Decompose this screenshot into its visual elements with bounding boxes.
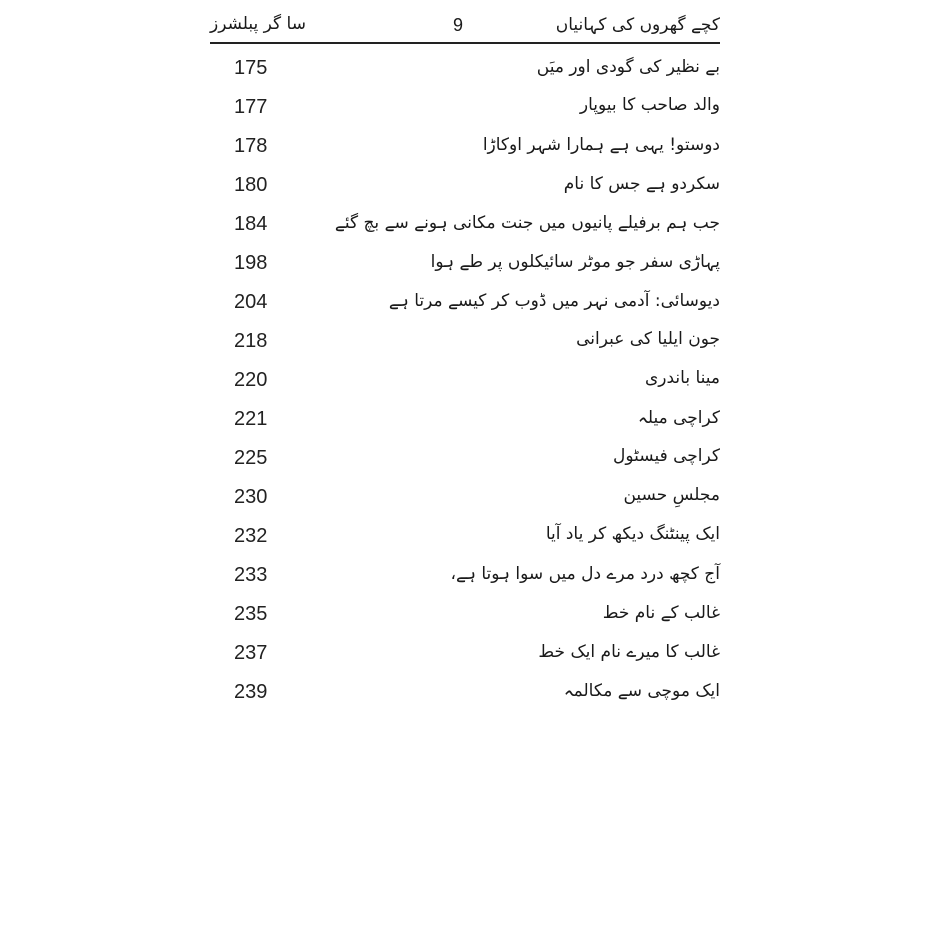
toc-title: ایک موچی سے مکالمہ xyxy=(563,681,720,701)
toc-page-number: 177 xyxy=(234,96,268,118)
publisher-name: سا گر پبلشرز xyxy=(210,14,306,34)
toc-page-number: 198 xyxy=(234,252,268,274)
toc-title: مجلسِ حسین xyxy=(623,485,720,505)
toc-title: مینا باندری xyxy=(644,368,720,388)
toc-entry xyxy=(230,127,720,166)
toc-title: کراچی فیسٹول xyxy=(613,446,720,466)
toc-entry xyxy=(230,595,720,634)
toc-entry xyxy=(230,439,720,478)
toc-page-number: 221 xyxy=(234,408,268,430)
toc-title: والد صاحب کا بیوپار xyxy=(579,95,720,115)
toc-title: غالب کے نام خط xyxy=(602,603,720,623)
toc-title: پہاڑی سفر جو موٹر سائیکلوں پر طے ہوا xyxy=(430,252,720,272)
toc-title: بے نظیر کی گودی اور میَں xyxy=(536,57,720,77)
toc-entry xyxy=(230,634,720,673)
page-header xyxy=(210,8,720,44)
toc-title: کراچی میلہ xyxy=(637,408,720,428)
toc-title: دوستو! یہی ہے ہمارا شہر اوکاڑا xyxy=(482,135,720,155)
toc-page-number: 230 xyxy=(234,486,268,508)
toc-page-number: 184 xyxy=(234,213,268,235)
toc-entry xyxy=(230,205,720,244)
book-title: کچے گھروں کی کہانیاں xyxy=(555,15,720,35)
toc-page-number: 225 xyxy=(234,447,268,469)
toc-page-number: 235 xyxy=(234,603,268,625)
toc-page-number: 204 xyxy=(234,291,268,313)
toc-entry xyxy=(230,673,720,712)
toc-entry xyxy=(230,88,720,127)
toc-entry xyxy=(230,322,720,361)
toc-title: سکردو ہے جس کا نام xyxy=(563,174,720,194)
table-of-contents xyxy=(230,49,720,712)
toc-entry xyxy=(230,400,720,439)
toc-entry xyxy=(230,556,720,595)
toc-entry xyxy=(230,517,720,556)
toc-page-number: 239 xyxy=(234,681,268,703)
toc-page-number: 180 xyxy=(234,174,268,196)
toc-entry xyxy=(230,283,720,322)
toc-entry xyxy=(230,166,720,205)
toc-page-number: 233 xyxy=(234,564,268,586)
toc-title: جون ایلیا کی عبرانی xyxy=(576,329,720,349)
toc-entry xyxy=(230,478,720,517)
toc-page-number: 220 xyxy=(234,369,268,391)
toc-title: ایک پینٹنگ دیکھ کر یاد آیا xyxy=(545,524,720,544)
toc-page-number: 237 xyxy=(234,642,268,664)
toc-title: دیوسائی: آدمی نہر میں ڈوب کر کیسے مرتا ہے xyxy=(388,291,720,311)
toc-entry xyxy=(230,361,720,400)
toc-title: جب ہم برفیلے پانیوں میں جنت مکانی ہونے سے بچ گئے xyxy=(334,213,720,233)
toc-page-number: 175 xyxy=(234,57,268,79)
page-number: 9 xyxy=(453,15,464,35)
toc-page-number: 218 xyxy=(234,330,268,352)
toc-title: آج کچھ درد مرے دل میں سوا ہوتا ہے، xyxy=(450,564,720,584)
toc-page-number: 178 xyxy=(234,135,268,157)
toc-title: غالب کا میرے نام ایک خط xyxy=(538,642,720,662)
toc-entry xyxy=(230,49,720,88)
toc-page-number: 232 xyxy=(234,525,268,547)
toc-entry xyxy=(230,244,720,283)
